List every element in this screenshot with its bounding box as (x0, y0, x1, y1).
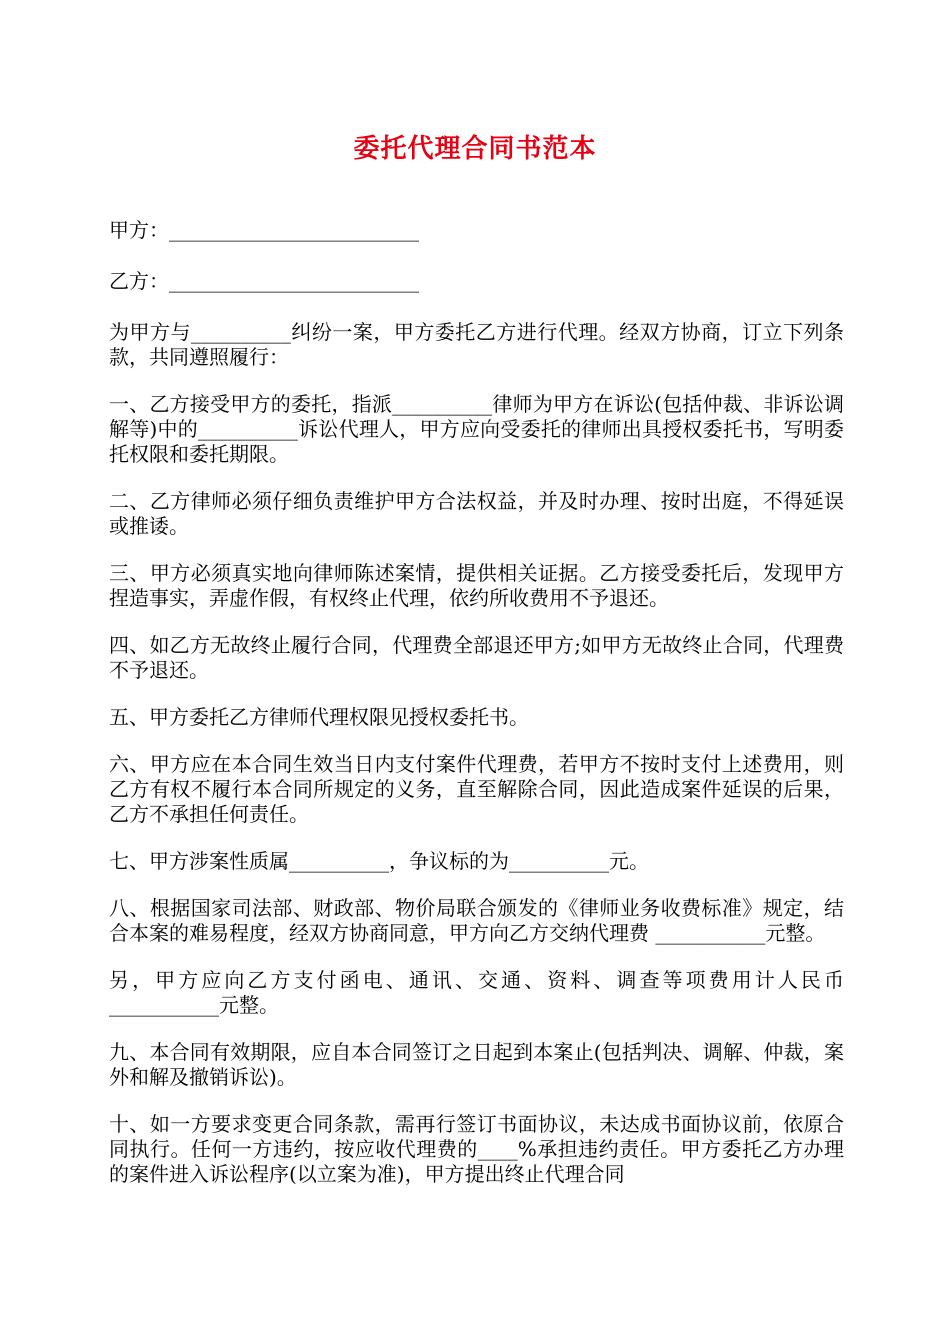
clause-6: 六、甲方应在本合同生效当日内支付案件代理费，若甲方不按时支付上述费用，则乙方有权不履行本合同所规定的义务，直至解除合同，因此造成案件延误的后果，乙方不承担任何责任。 (109, 752, 844, 826)
clause-10: 十、如一方要求变更合同条款，需再行签订书面协议，未达成书面协议前，依原合同执行。任何一方违约，按应收代理费的____%承担违约责任。甲方委托乙方办理的案件进入诉讼程序(以立案为准)，甲方提出终止代理合同 (109, 1112, 844, 1186)
party-b-field: 乙方：_________________________ (109, 269, 419, 293)
document-title: 委托代理合同书范本 (353, 134, 597, 164)
clause-8-extra-fees: 另，甲方应向乙方支付函电、通讯、交通、资料、调查等项费用计人民币 ___________元整。 (109, 968, 844, 1017)
clause-3: 三、甲方必须真实地向律师陈述案情，提供相关证据。乙方接受委托后，发现甲方捏造事实，弄虚作假，有权终止代理，依约所收费用不予退还。 (109, 561, 844, 610)
clause-8: 八、根据国家司法部、财政部、物价局联合颁发的《律师业务收费标准》规定，结合本案的难易程度，经双方协商同意，甲方向乙方交纳代理费 ___________元整。 (109, 896, 844, 945)
clause-5: 五、甲方委托乙方律师代理权限见授权委托书。 (109, 705, 529, 729)
clause-4: 四、如乙方无故终止履行合同，代理费全部退还甲方;如甲方无故终止合同，代理费不予退还。 (109, 633, 844, 682)
clause-2: 二、乙方律师必须仔细负责维护甲方合法权益，并及时办理、按时出庭，不得延误或推诿。 (109, 489, 844, 538)
clause-7: 七、甲方涉案性质属__________，争议标的为__________元。 (109, 849, 649, 873)
clause-1: 一、乙方接受甲方的委托，指派__________律师为甲方在诉讼(包括仲裁、非诉讼调解等)中的__________诉讼代理人，甲方应向受委托的律师出具授权委托书，写明委托权限和委托期限。 (109, 392, 844, 466)
document-body (109, 218, 844, 1209)
party-a-field: 甲方：_________________________ (109, 218, 419, 242)
clause-9: 九、本合同有效期限，应自本合同签订之日起到本案止(包括判决、调解、仲裁，案外和解及撤销诉讼)。 (109, 1040, 844, 1089)
intro-paragraph: 为甲方与__________纠纷一案，甲方委托乙方进行代理。经双方协商，订立下列条款，共同遵照履行： (109, 320, 844, 369)
